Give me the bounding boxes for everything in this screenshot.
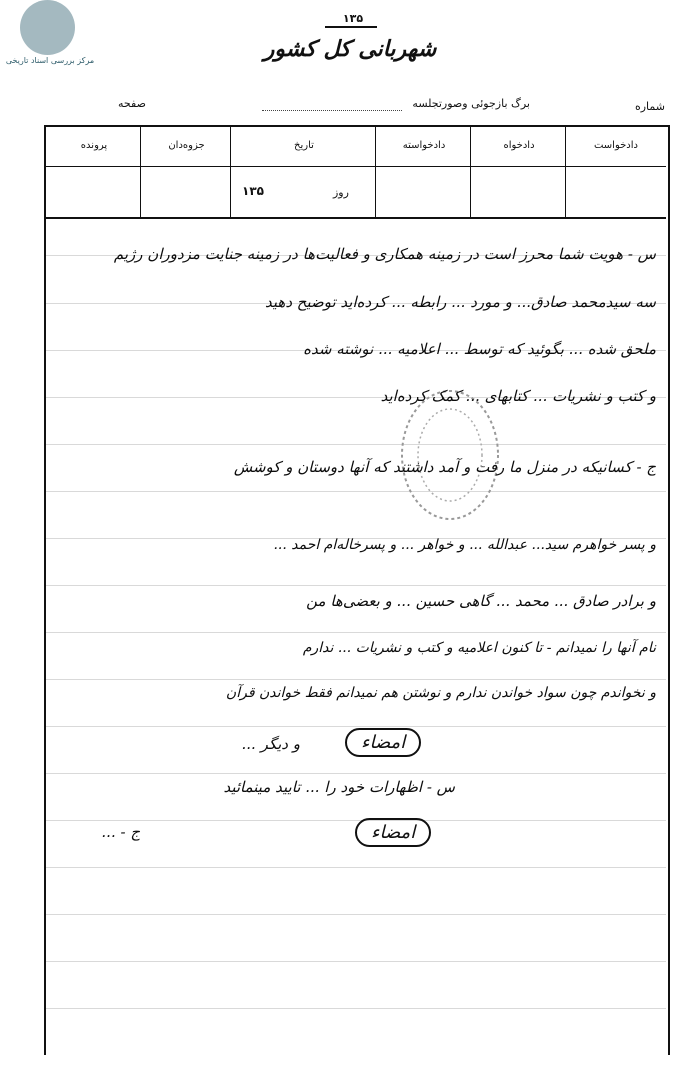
col-header-petitioner: دادخواه <box>503 140 535 151</box>
body-line: و کتب و نشریات ... کتابهای ... کمک کرده‌اید <box>380 387 656 405</box>
col-header-petitioned: دادخواسته <box>402 140 446 151</box>
form-title-dots <box>262 110 402 111</box>
body-line: س - اظهارات خود را ... تایید مینمائید <box>223 778 455 796</box>
form-frame <box>44 125 670 1055</box>
table-col-divider <box>470 127 471 219</box>
seal-stamp-icon <box>395 385 505 525</box>
ruled-line <box>46 491 666 492</box>
body-line: و برادر صادق ... محمد ... گاهی حسین ... و بعضی‌ها من <box>306 592 656 610</box>
body-line: و نخواندم چون سواد خواندن ندارم و نوشتن هم نمیدانم فقط خواندن قرآن <box>225 685 656 701</box>
col-header-petition: دادخواست <box>593 140 638 151</box>
table-col-divider <box>375 127 376 219</box>
table-bottom-border <box>46 217 666 219</box>
ruled-line <box>46 914 666 915</box>
signature: امضاء <box>345 728 421 757</box>
body-line: س - هویت شما محرز است در زمینه همکاری و فعالیت‌ها در زمینه جنایت مزدوران رژیم <box>113 245 656 263</box>
body-line: و پسر خواهرم سید... عبدالله ... و خواهر ... و پسرخاله‌ام احمد ... <box>273 537 656 553</box>
ruled-line <box>46 820 666 821</box>
ruled-line <box>46 679 666 680</box>
body-line: و دیگر ... <box>241 735 300 753</box>
ruled-line <box>46 585 666 586</box>
ruled-line <box>46 726 666 727</box>
number-label: شماره <box>634 100 665 113</box>
watermark-text: مرکز بررسی اسناد تاریخی <box>5 56 95 65</box>
stamp-underline <box>325 26 377 28</box>
body-line: ملحق شده ... بگوئید که توسط ... اعلامیه ... نوشته شده <box>303 340 656 358</box>
form-title: برگ بازجوئی وصورتجلسه <box>412 97 530 110</box>
body-line: نام آنها را نمیدانم - تا کنون اعلامیه و کتب و نشریات ... ندارم <box>302 640 656 656</box>
table-header-divider <box>46 166 666 167</box>
col-header-folder: جزوه‌دان <box>168 140 205 151</box>
ruled-line <box>46 444 666 445</box>
stamp-number: ۱۳۵ <box>342 12 364 25</box>
archive-logo-icon <box>20 0 75 55</box>
ruled-line <box>46 867 666 868</box>
body-line: ج - کسانیکه در منزل ما رفت و آمد داشتند که آنها دوستان و کوشش <box>233 458 656 476</box>
signature: امضاء <box>355 818 431 847</box>
body-line: ج - ... <box>101 823 140 841</box>
ruled-line <box>46 773 666 774</box>
table-col-divider <box>565 127 566 219</box>
date-day-label: روز <box>333 186 349 199</box>
table-col-divider <box>140 127 141 219</box>
organization-title: شهربانی کل کشور <box>263 36 437 62</box>
body-line: سه سیدمحمد صادق... و مورد ... رابطه ... کرده‌اید توضیح دهید <box>265 293 656 311</box>
date-year: ۱۳۵ <box>242 184 264 198</box>
ruled-line <box>46 1008 666 1009</box>
col-header-date: تاریخ <box>294 140 314 151</box>
table-col-divider <box>230 127 231 219</box>
page-label: صفحه <box>118 97 146 110</box>
ruled-line <box>46 632 666 633</box>
ruled-line <box>46 961 666 962</box>
col-header-case-file: پرونده <box>80 140 108 151</box>
